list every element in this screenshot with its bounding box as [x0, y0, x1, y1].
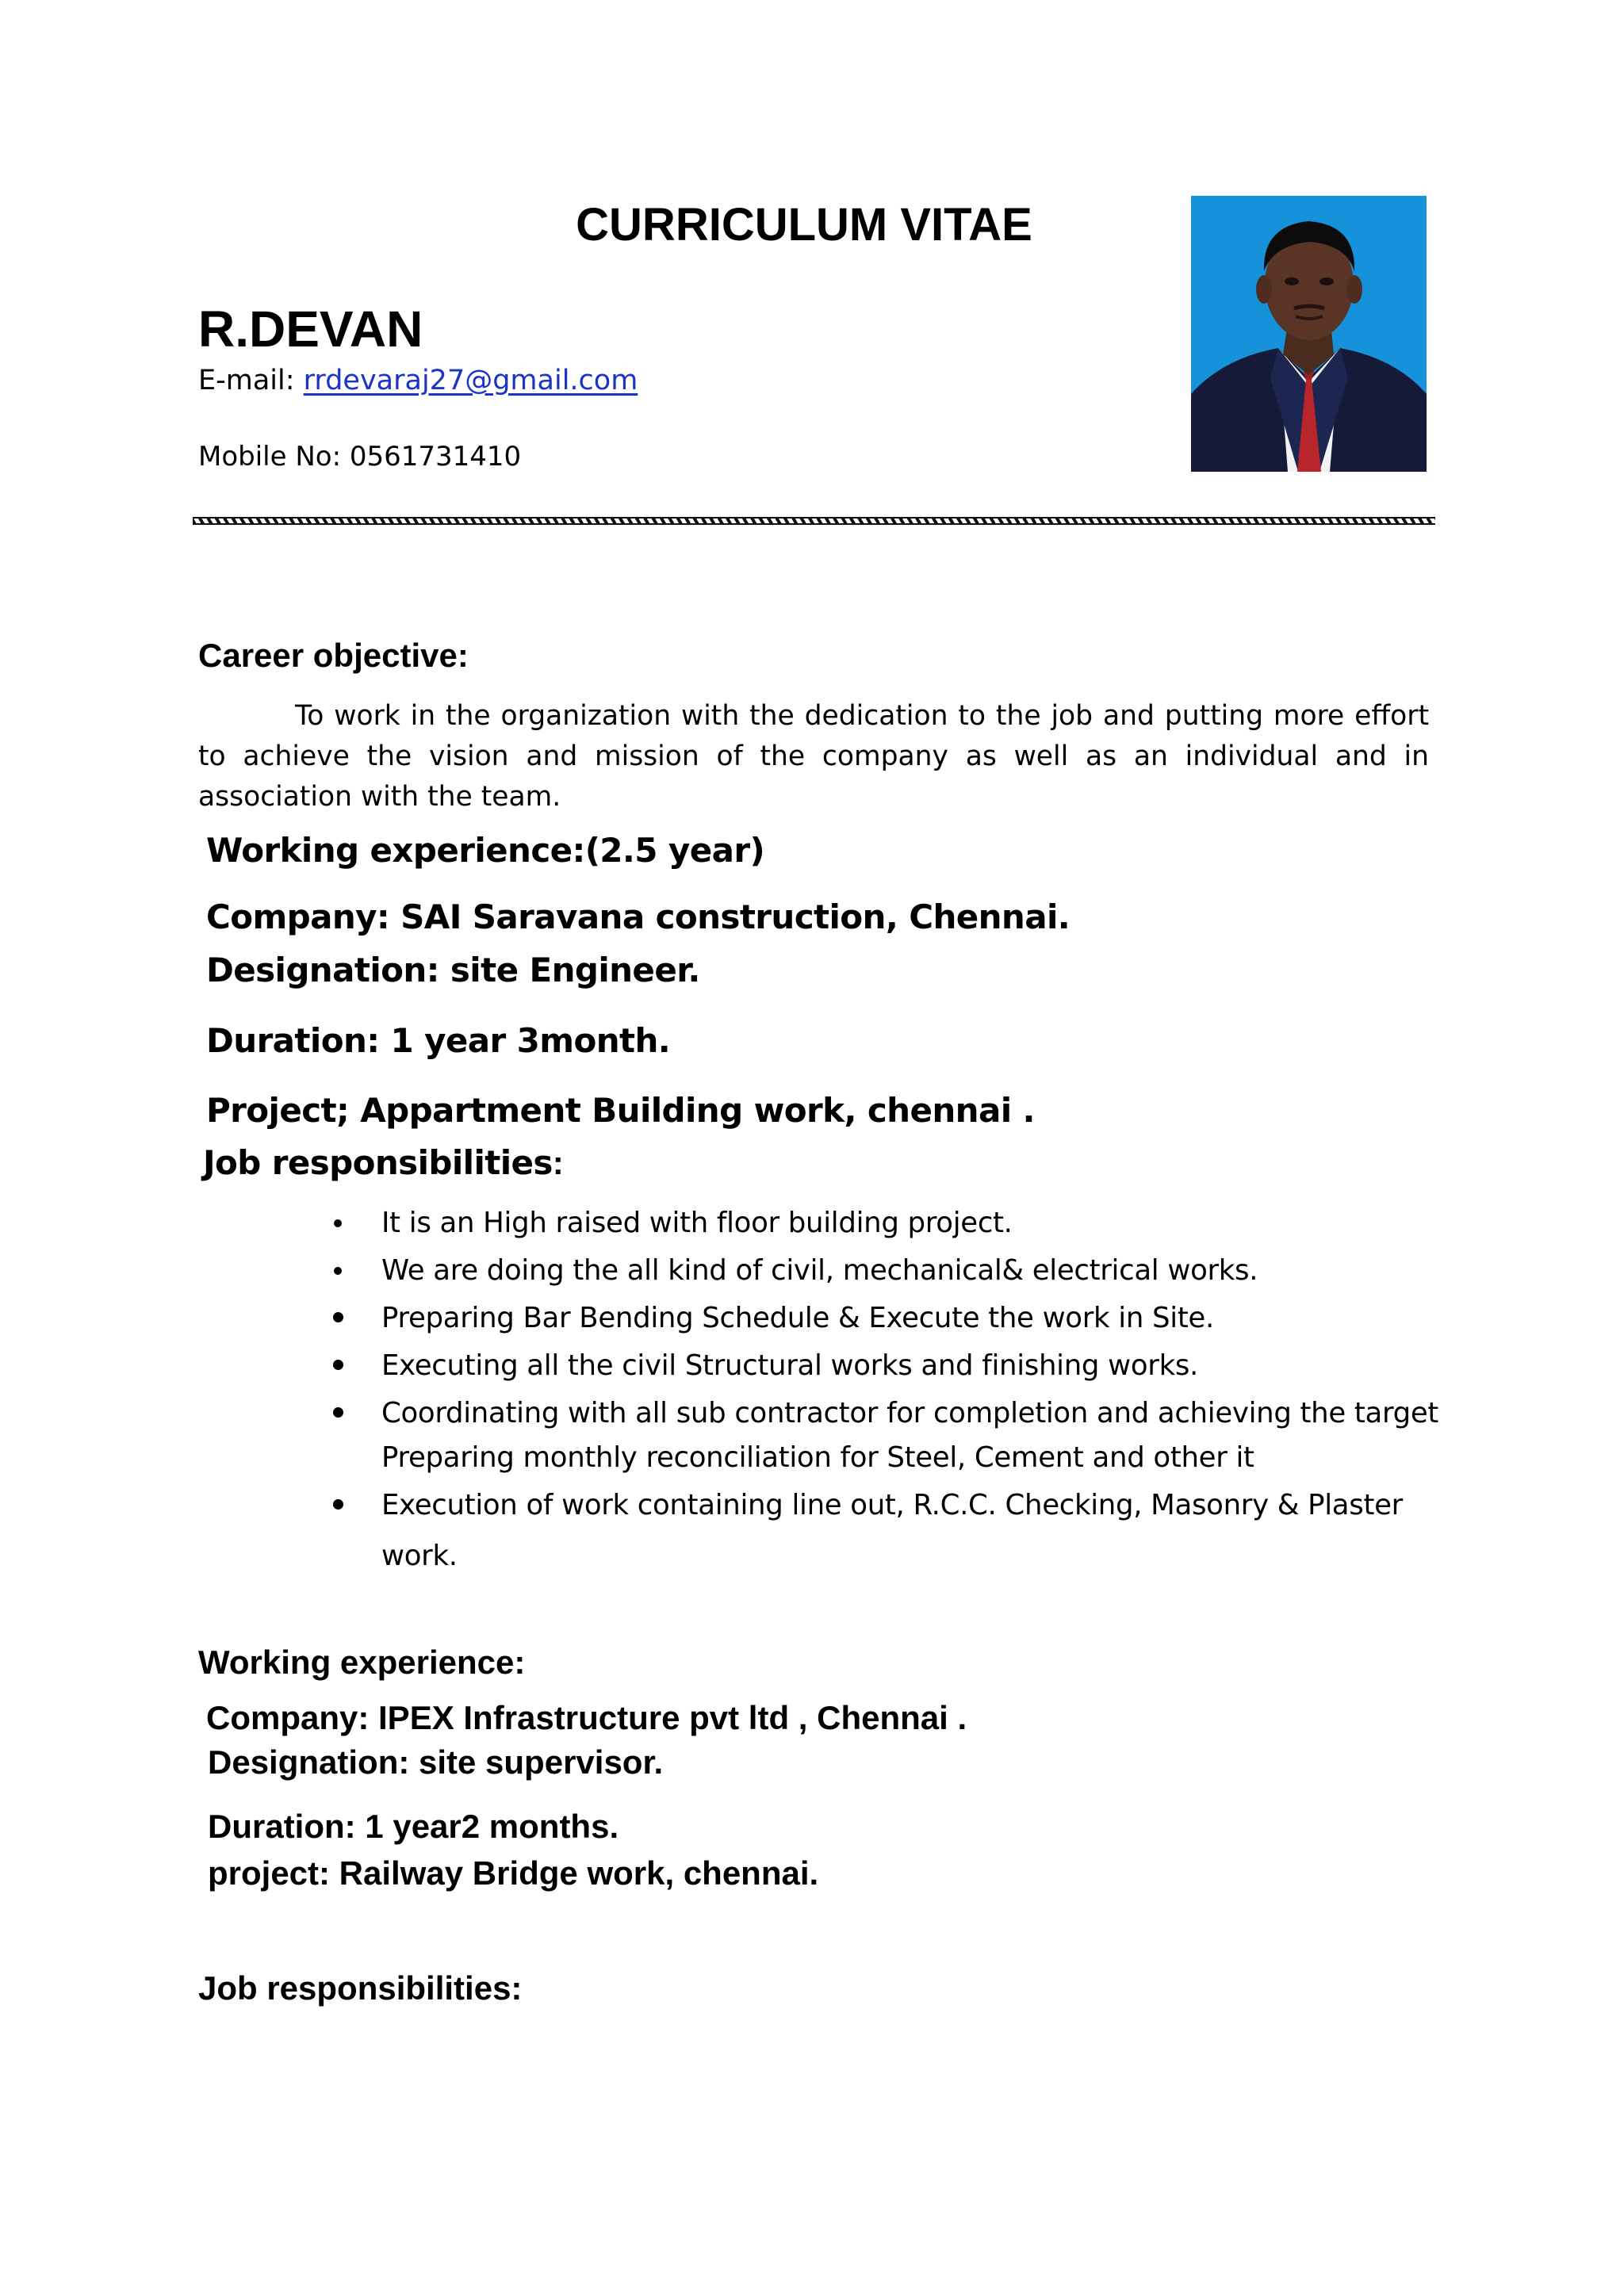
bullet-dot-icon	[334, 1267, 342, 1275]
list-item-continuation: Preparing monthly reconciliation for Steel, Cement and other it	[381, 1441, 1254, 1474]
experience1-company: Company: SAI Saravana construction, Chennai.	[206, 897, 1071, 936]
career-objective-text: To work in the organization with the dedication to the job and putting more effort to achieve the vision and mission of the company as well as an individual and in association with the team.	[198, 700, 1429, 813]
experience1-responsibilities-heading	[203, 1143, 563, 1182]
responsibilities-colon: :	[552, 1144, 564, 1181]
experience2-duration: Duration: 1 year2 months.	[208, 1808, 619, 1845]
portrait-image	[1191, 196, 1427, 472]
experience1-duration: Duration: 1 year 3month.	[206, 1021, 671, 1060]
list-item-continuation: work.	[381, 1540, 458, 1572]
bullet-dot-icon	[333, 1499, 343, 1510]
experience1-heading: Working experience:(2.5 year)	[206, 831, 765, 870]
portrait-photo	[1191, 196, 1427, 472]
bullet-dot-icon	[334, 1219, 342, 1227]
experience2-responsibilities-heading: Job responsibilities:	[198, 1969, 523, 2007]
experience1-designation: Designation: site Engineer.	[206, 951, 700, 989]
responsibilities-label: Job responsibilities	[203, 1143, 553, 1182]
list-item: Executing all the civil Structural works and finishing works.	[333, 1344, 1459, 1388]
career-objective-heading: Career objective:	[198, 637, 469, 674]
experience1-project: Project; Appartment Building work, chennai .	[206, 1091, 1035, 1130]
bullet-dot-icon	[333, 1407, 343, 1418]
bullet-dot-icon	[333, 1312, 343, 1322]
email-line	[198, 365, 638, 396]
candidate-name: R.DEVAN	[198, 300, 423, 358]
list-item: It is an High raised with floor building project.	[333, 1201, 1459, 1246]
experience1-bullet-list	[333, 1201, 1459, 1578]
email-link[interactable]: rrdevaraj27@gmail.com	[303, 365, 638, 396]
list-item: Preparing Bar Bending Schedule & Execute the work in Site.	[333, 1296, 1459, 1341]
mobile-line	[198, 441, 521, 473]
bullet-dot-icon	[333, 1360, 343, 1370]
experience2-company: Company: IPEX Infrastructure pvt ltd , Chennai .	[206, 1699, 967, 1736]
list-item: We are doing the all kind of civil, mechanical& electrical works.	[333, 1249, 1459, 1293]
list-item: Execution of work containing line out, R.C.C. Checking, Masonry & Plaster work.	[333, 1483, 1459, 1578]
experience2-designation: Designation: site supervisor.	[208, 1743, 664, 1781]
mobile-label: Mobile No:	[198, 441, 350, 473]
page-title: CURRICULUM VITAE	[576, 199, 1032, 251]
experience2-heading: Working experience:	[198, 1644, 526, 1681]
email-label: E-mail:	[198, 365, 304, 396]
header-divider	[193, 517, 1435, 525]
experience2-project: project: Railway Bridge work, chennai.	[208, 1854, 819, 1892]
mobile-number: 0561731410	[349, 441, 522, 473]
list-item: Coordinating with all sub contractor for completion and achieving the target Preparing monthly reconciliation for Steel, Cement and other it	[333, 1391, 1459, 1480]
